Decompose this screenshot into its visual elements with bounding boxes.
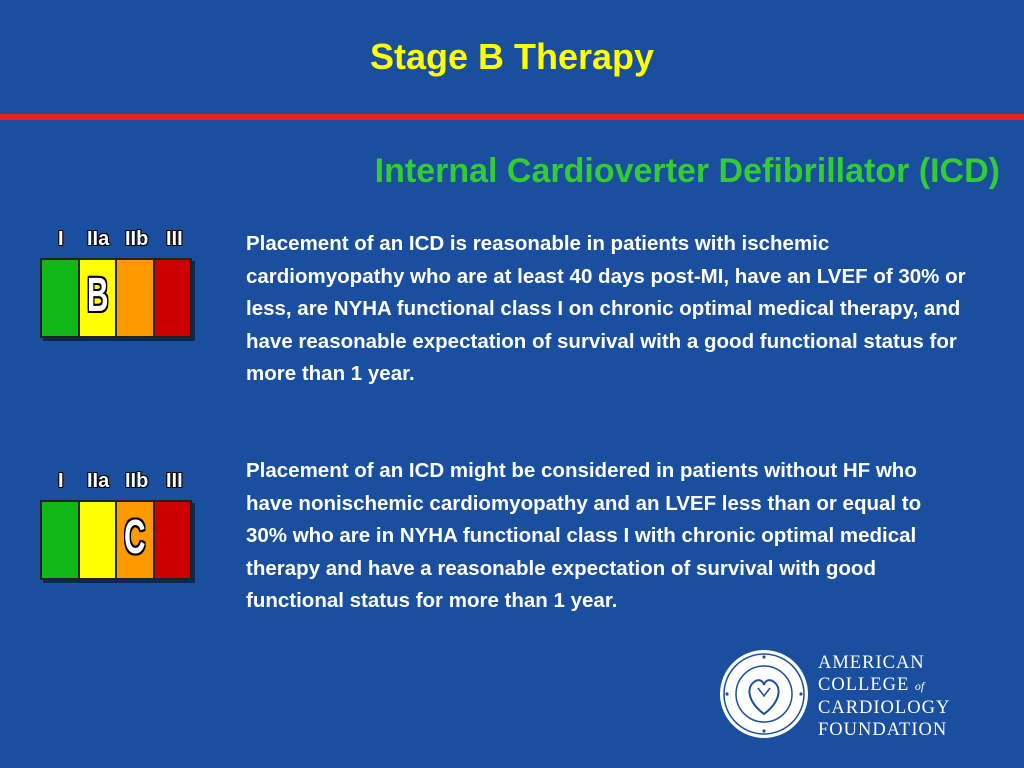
class-cell-IIb — [117, 502, 155, 578]
class-labels — [40, 228, 200, 254]
acc-seal-icon — [718, 648, 810, 740]
title-divider — [0, 114, 1024, 120]
class-label-IIa: IIa — [87, 470, 110, 492]
class-cell-IIa — [80, 260, 118, 336]
class-cell-I — [42, 260, 80, 336]
slide-subtitle: Internal Cardioverter Defibrillator (ICD) — [374, 152, 1000, 190]
logo-college: COLLEGE — [818, 675, 910, 695]
class-label-III: III — [166, 228, 183, 250]
class-label-IIa: IIa — [87, 228, 110, 250]
logo-wordmark — [818, 652, 950, 741]
class-cell-IIb — [117, 260, 155, 336]
class-label-I: I — [58, 228, 64, 250]
acc-foundation-logo — [718, 646, 998, 746]
recommendation-class-indicator-1 — [40, 228, 200, 338]
class-label-III: III — [166, 470, 183, 492]
evidence-level-badge: C — [123, 511, 146, 564]
class-cell-III — [155, 260, 191, 336]
class-color-bar — [40, 258, 192, 338]
recommendation-text-1: Placement of an ICD is reasonable in patients with ischemic cardiomyopathy who are at least 40 days post-MI, have an LVEF of 30% or less, are NYHA functional class I on chronic optimal medical therapy, and have reasonable expectation of survival with a good functional status for more than 1 year. — [246, 232, 966, 385]
class-cell-IIa — [80, 502, 118, 578]
class-labels — [40, 470, 200, 496]
logo-line-1: AMERICAN — [818, 653, 925, 673]
class-label-IIb: IIb — [125, 228, 149, 250]
slide-title: Stage B Therapy — [369, 36, 655, 77]
class-cell-I — [42, 502, 80, 578]
logo-of: of — [914, 679, 925, 693]
recommendation-text-2: Placement of an ICD might be considered in patients without HF who have nonischemic cardiomyopathy and an LVEF less than or equal to 30% who are in NYHA functional class I with chronic optimal medical therapy and have a reasonable expectation of survival with good functional status for more than 1 year. — [246, 459, 922, 612]
class-color-bar — [40, 500, 192, 580]
class-label-IIb: IIb — [125, 470, 149, 492]
recommendation-class-indicator-2 — [40, 470, 200, 580]
logo-line-4: FOUNDATION — [818, 720, 948, 740]
class-cell-III — [155, 502, 191, 578]
logo-line-2 — [818, 674, 950, 697]
class-label-I: I — [58, 470, 64, 492]
logo-line-3: CARDIOLOGY — [818, 698, 951, 718]
evidence-level-badge: B — [86, 269, 108, 322]
